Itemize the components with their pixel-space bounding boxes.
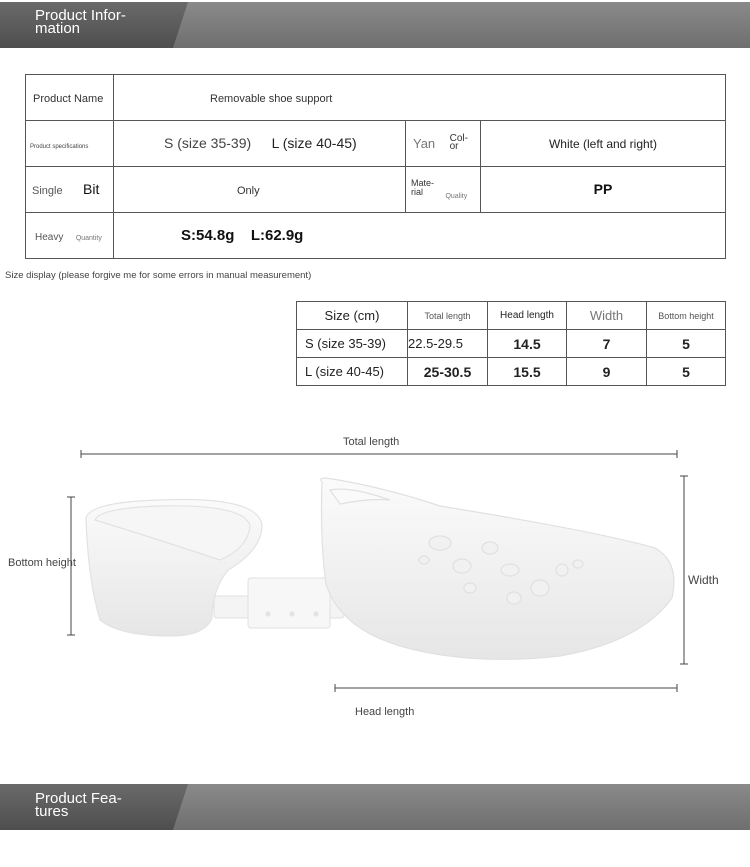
adjustment-rod <box>214 578 344 628</box>
cell-text: 9 <box>602 363 611 380</box>
cell-text: 22.5-29.5 <box>408 336 463 351</box>
label-text: Mate- rial <box>411 177 435 197</box>
product-name-label <box>26 75 114 121</box>
product-info-table <box>25 74 726 259</box>
header-text: Head length <box>500 310 554 321</box>
cell-text: 5 <box>682 335 690 352</box>
table-header-row <box>297 302 726 330</box>
cell-text: 14.5 <box>513 335 541 352</box>
label-text: Quantity <box>75 234 102 242</box>
value-text: Removable shoe support <box>210 92 333 105</box>
cell-size <box>297 358 408 386</box>
spec-label <box>26 121 114 167</box>
material-value <box>481 167 726 213</box>
unit-label <box>26 167 114 213</box>
cell-head <box>488 358 567 386</box>
color-value <box>481 121 726 167</box>
label-text: Product Name <box>33 92 104 105</box>
label-text: Heavy <box>35 231 64 243</box>
product-information-banner <box>0 2 750 48</box>
table-row <box>26 75 726 121</box>
cell-width <box>567 330 647 358</box>
header-width <box>567 302 647 330</box>
spec-value <box>114 121 406 167</box>
header-head <box>488 302 567 330</box>
label-text: Single <box>32 184 63 197</box>
cell-total <box>408 358 488 386</box>
cell-size <box>297 330 408 358</box>
label-text: Yan <box>413 135 436 151</box>
weight-value <box>114 213 726 259</box>
banner-title: Product Infor- mation <box>35 7 126 37</box>
size-note: Size display (please forgive me for some errors in manual measurement) <box>5 270 312 281</box>
header-bottom <box>647 302 726 330</box>
toe-shell <box>321 478 674 659</box>
label-text: Quality <box>445 193 468 201</box>
header-size <box>297 302 408 330</box>
label-text: Col- or <box>449 133 468 153</box>
value-text: Only <box>237 184 260 197</box>
label-text: Product specifications <box>30 143 89 150</box>
table-row <box>26 213 726 259</box>
cell-width <box>567 358 647 386</box>
total-length-label: Total length <box>343 436 400 448</box>
cell-text: 25-30.5 <box>423 363 472 380</box>
cell-text: 7 <box>602 335 611 352</box>
spec-l: L (size 40-45) <box>271 134 357 151</box>
width-label: Width <box>688 573 719 587</box>
header-text: Size (cm) <box>324 308 380 323</box>
table-row <box>26 121 726 167</box>
header-text: Total length <box>424 310 471 321</box>
banner-title: Product Fea- tures <box>35 790 122 820</box>
diagram-graphic <box>0 420 750 730</box>
weight-l: L:62.9g <box>250 226 304 244</box>
table-row <box>297 330 726 358</box>
material-label <box>406 167 481 213</box>
header-text: Bottom height <box>658 310 714 321</box>
head-length-label: Head length <box>355 706 415 718</box>
bottom-height-label: Bottom height <box>8 557 76 569</box>
cell-text: S (size 35-39) <box>305 336 386 351</box>
product-features-banner <box>0 784 750 830</box>
header-text: Width <box>589 308 624 323</box>
table-row <box>297 358 726 386</box>
table-row <box>26 167 726 213</box>
shoe-support-diagram <box>0 420 750 730</box>
value-text: PP <box>593 180 613 197</box>
cell-text: L (size 40-45) <box>305 364 384 379</box>
cell-text: 15.5 <box>513 363 541 380</box>
cell-total <box>408 330 488 358</box>
weight-label <box>26 213 114 259</box>
unit-value <box>114 167 406 213</box>
cell-text: 5 <box>682 363 690 380</box>
weight-s: S:54.8g <box>181 226 235 244</box>
product-name-value <box>114 75 726 121</box>
header-total <box>408 302 488 330</box>
size-table <box>296 301 726 386</box>
spec-s: S (size 35-39) <box>164 134 252 151</box>
label-text: Bit <box>83 180 100 197</box>
color-label <box>406 121 481 167</box>
value-text: White (left and right) <box>548 136 658 151</box>
cell-bottom <box>647 358 726 386</box>
cell-head <box>488 330 567 358</box>
cell-bottom <box>647 330 726 358</box>
